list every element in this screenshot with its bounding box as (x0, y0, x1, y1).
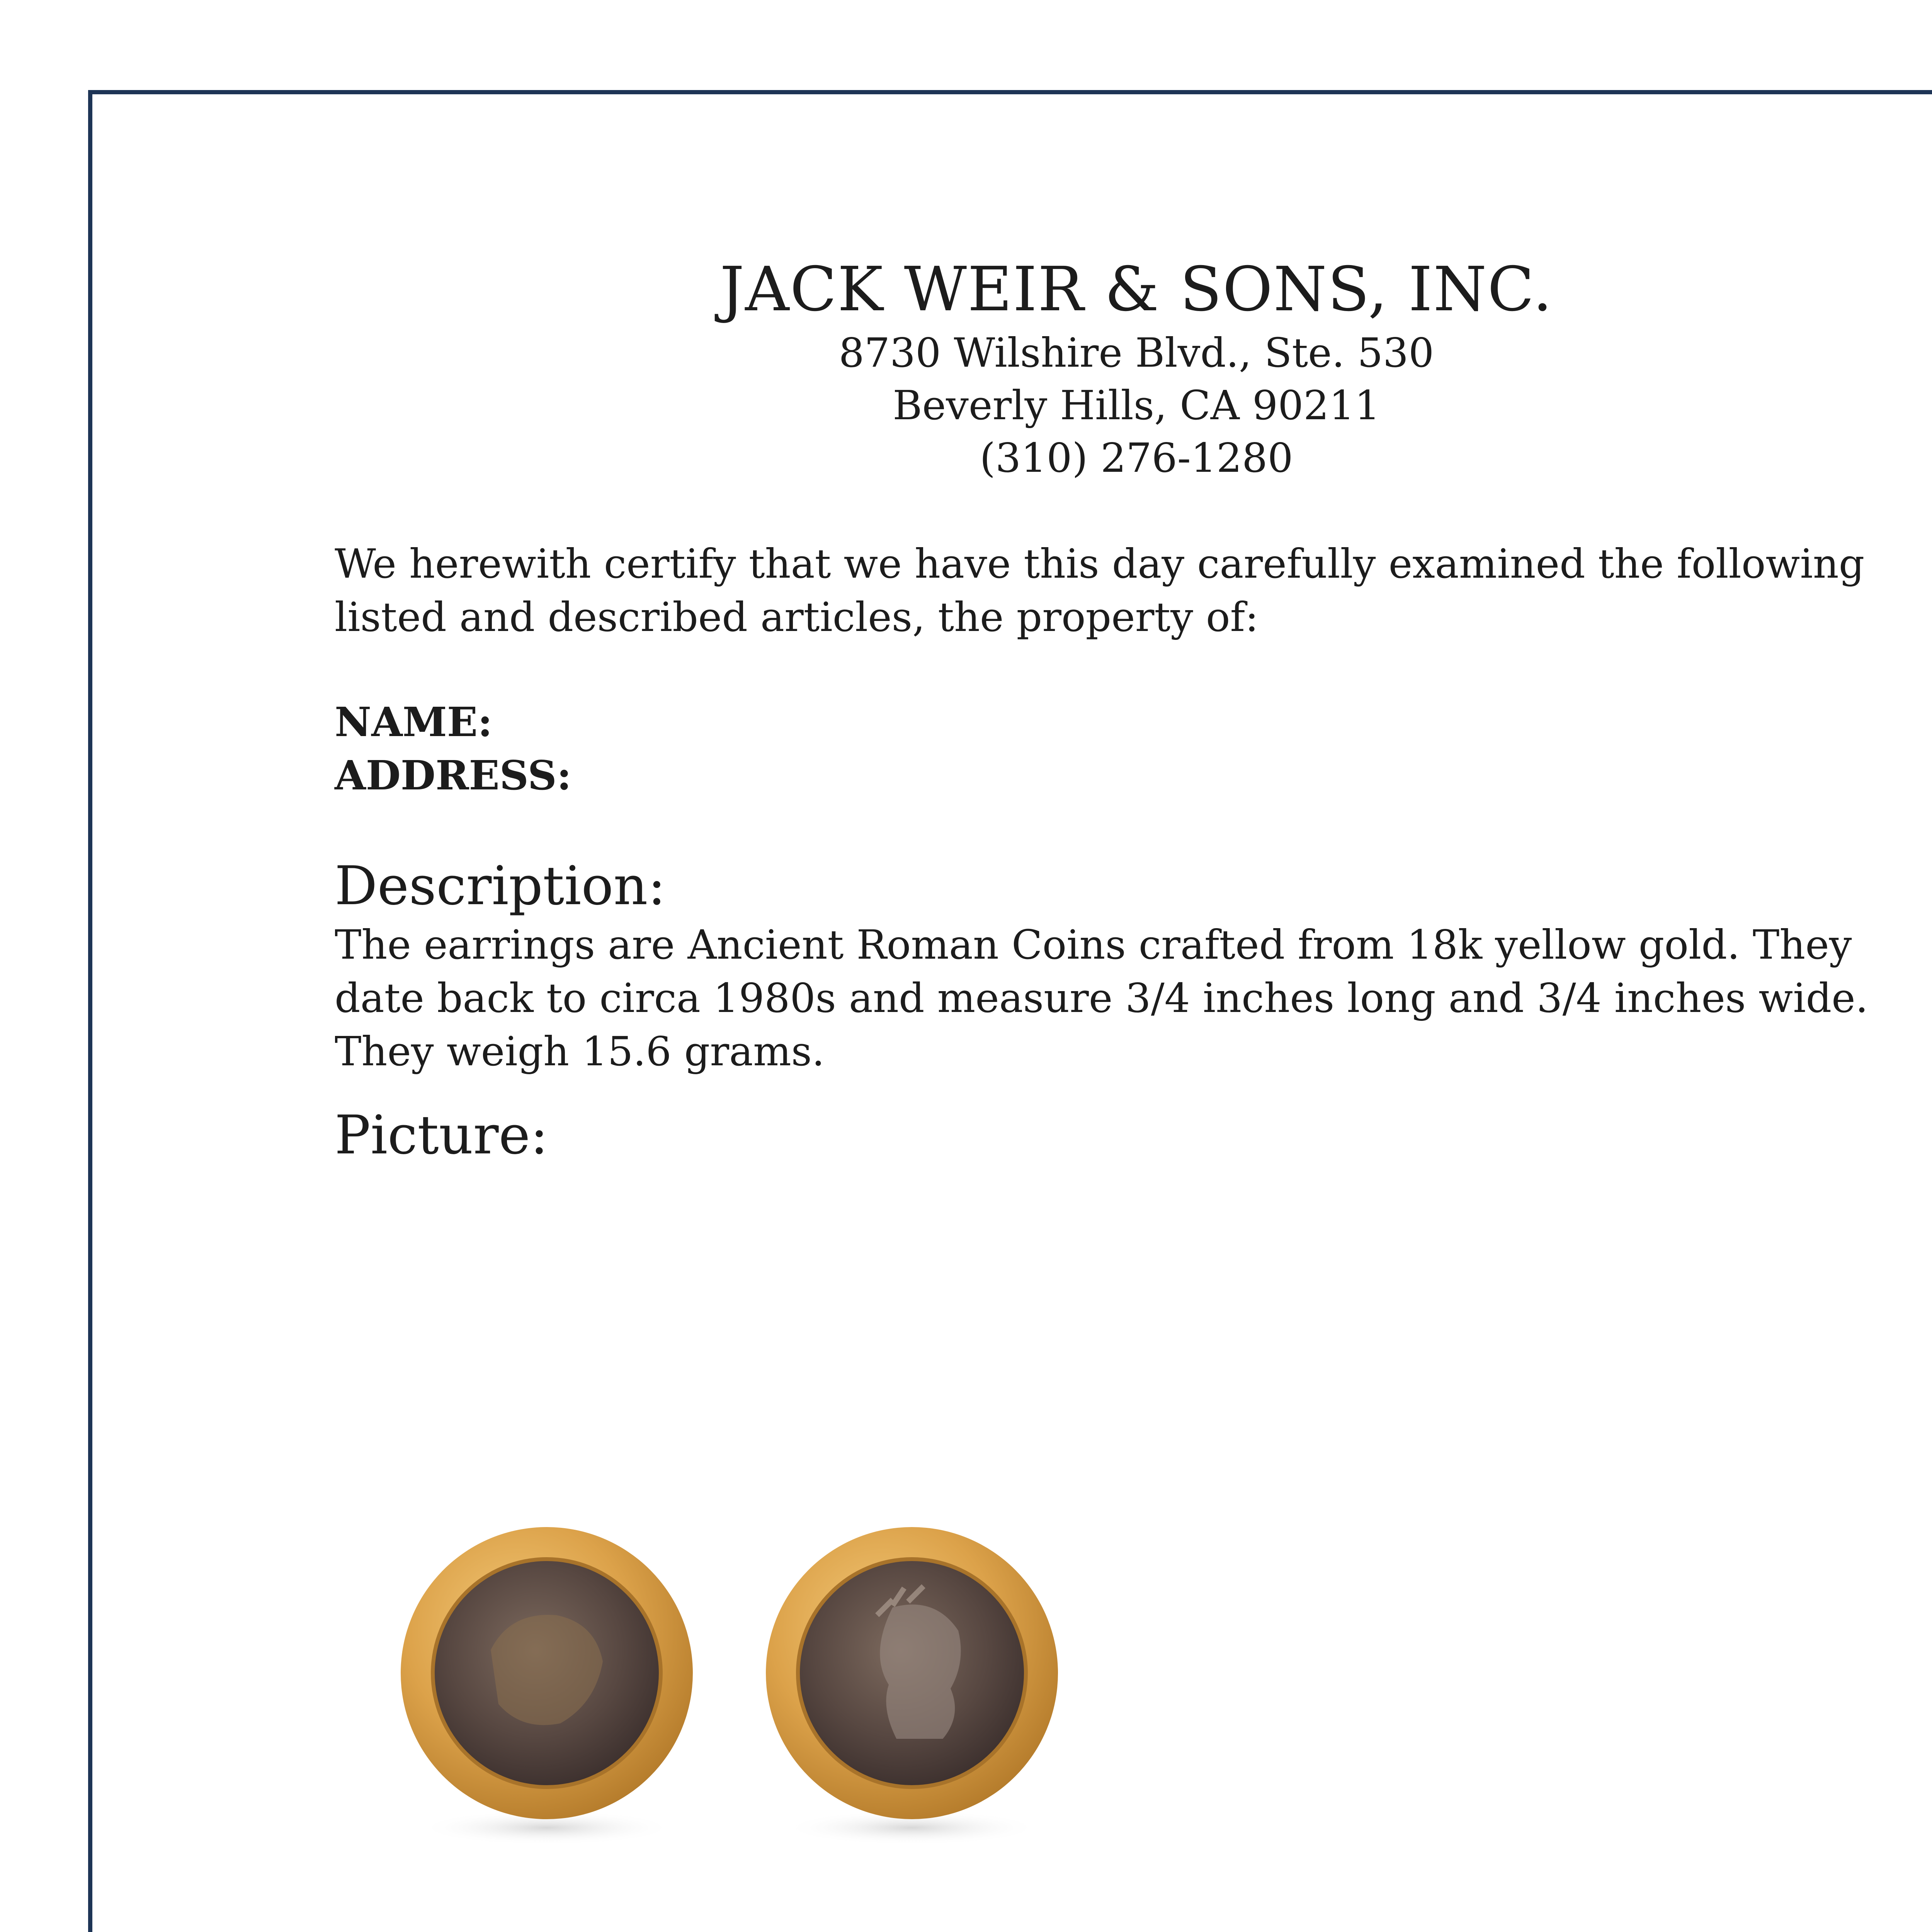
description-heading: Description: (335, 855, 666, 917)
letterhead (0, 253, 1932, 484)
left-earring (401, 1527, 693, 1845)
owner-fields (335, 696, 1932, 803)
description-section (335, 854, 1932, 1078)
earrings-photo (394, 1522, 1074, 1855)
company-address-line2: Beverly Hills, CA 90211 (893, 381, 1380, 429)
description-text: The earrings are Ancient Roman Coins crafted from 18k yellow gold. They date back to circa 1980s and measure 3/4 inches long and 3/4 inches wide. They weigh 15.6 grams. (335, 921, 1868, 1075)
company-name: JACK WEIR & SONS, INC. (719, 254, 1553, 325)
company-address-line1: 8730 Wilshire Blvd., Ste. 530 (838, 329, 1434, 376)
company-phone: (310) 276-1280 (980, 434, 1293, 482)
name-label: NAME: (335, 698, 493, 746)
certification-intro: We herewith certify that we have this day carefully examined the following listed and described articles, the property of: (335, 540, 1865, 641)
address-label: ADDRESS: (335, 752, 572, 799)
right-earring (766, 1527, 1058, 1845)
picture-heading: Picture: (335, 1104, 548, 1166)
